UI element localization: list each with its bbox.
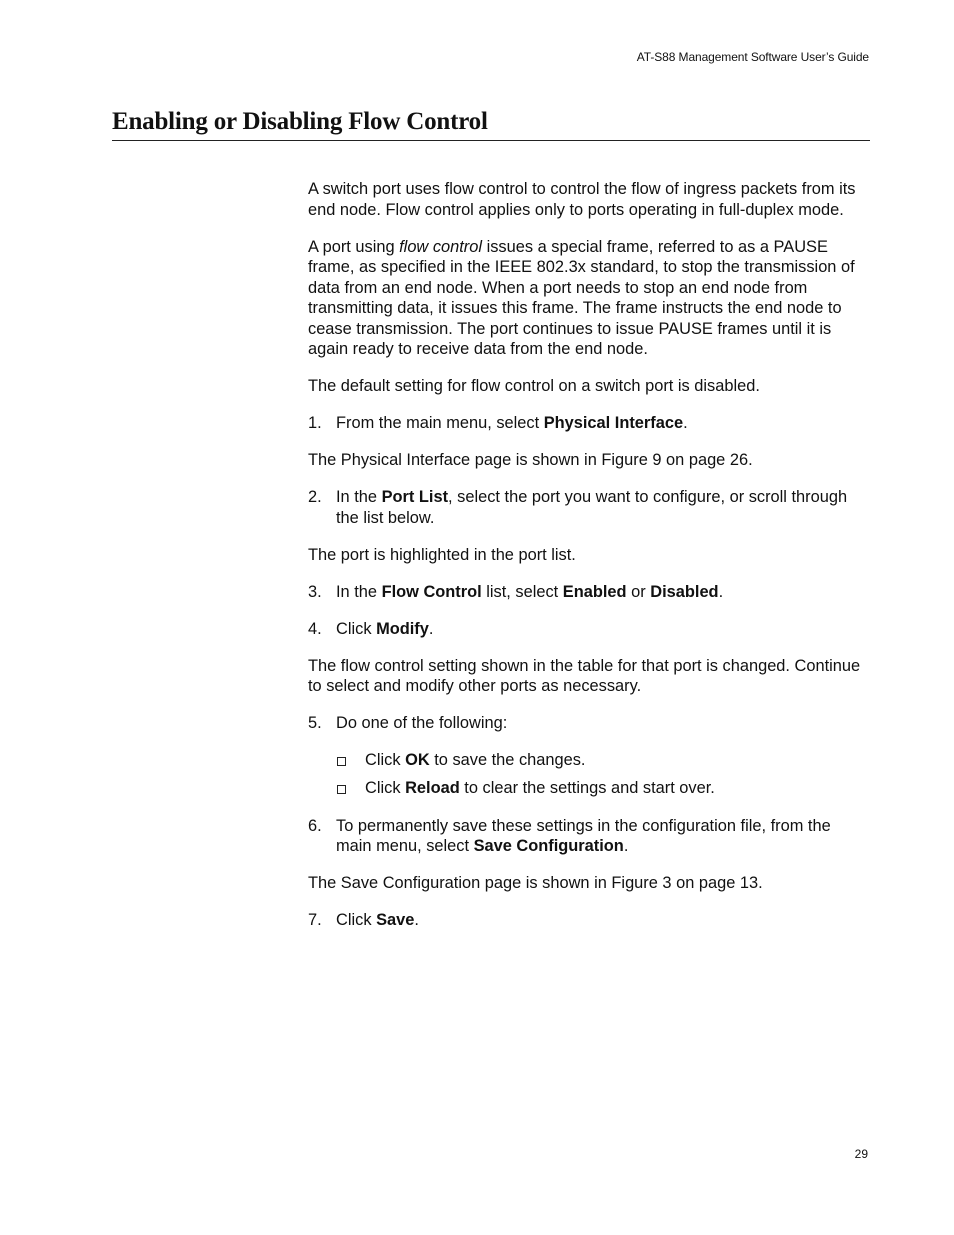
step-2-note: The port is highlighted in the port list. [308, 545, 576, 564]
text: to save the changes. [429, 751, 586, 769]
page-number: 29 [854, 1147, 868, 1161]
step-text [336, 582, 870, 603]
step-6 [308, 816, 870, 857]
step-text [336, 413, 870, 434]
text: . [718, 582, 724, 601]
intro-p2-term: flow control [399, 237, 483, 256]
text: , select the port you want to configure, or scroll through the list below. [336, 488, 848, 527]
checkbox-bullet-icon [337, 785, 346, 794]
step-5-options [336, 750, 870, 799]
text: In the [336, 488, 382, 506]
step-number: 4. [308, 619, 322, 638]
intro-paragraph-1: A switch port uses flow control to control the flow of ingress packets from its end node. Flow control applies only to ports operating in full-duplex mode. [308, 180, 856, 219]
intro-paragraph-3: The default setting for flow control on a switch port is disabled. [308, 377, 760, 395]
step-text: Do one of the following: [336, 714, 508, 732]
ui-term: Reload [405, 779, 460, 797]
ui-term: Save Configuration [473, 837, 624, 855]
ui-term: OK [405, 751, 430, 769]
ui-term: Physical Interface [543, 414, 684, 432]
body-text [308, 179, 870, 947]
step-4-note: The flow control setting shown in the table for that port is changed. Continue to select and modify other ports as necessary. [308, 656, 861, 695]
intro-p2-lead: A port using [308, 237, 400, 256]
step-number: 7. [308, 911, 322, 929]
text: or [626, 582, 651, 601]
text: From the main menu, select [336, 414, 544, 432]
text: . [428, 619, 434, 638]
ui-term: Save [376, 911, 415, 929]
step-5 [308, 713, 870, 734]
ui-term: Disabled [650, 582, 719, 601]
ui-term: Flow Control [381, 582, 482, 601]
option-text [365, 778, 715, 799]
list-item [336, 778, 870, 799]
step-2 [308, 487, 870, 528]
text: In the [336, 582, 382, 601]
section-title: Enabling or Disabling Flow Control [112, 108, 488, 135]
text: Click [336, 911, 377, 929]
text: list, select [481, 582, 563, 601]
ui-term: Modify [376, 619, 429, 638]
step-number: 3. [308, 582, 322, 601]
ui-term: Port List [381, 488, 449, 506]
step-6-note: The Save Configuration page is shown in Figure 3 on page 13. [308, 874, 763, 892]
step-text [336, 816, 870, 857]
step-1 [308, 413, 870, 434]
step-1-note: The Physical Interface page is shown in Figure 9 on page 26. [308, 451, 753, 469]
text: . [414, 911, 419, 929]
text: to clear the settings and start over. [459, 779, 715, 797]
option-text [365, 750, 586, 771]
text: Click [365, 751, 406, 769]
step-text [336, 487, 870, 528]
step-number: 1. [308, 414, 322, 432]
step-3 [308, 582, 870, 603]
step-text [336, 619, 870, 640]
text: Click [336, 619, 377, 638]
step-number: 6. [308, 816, 322, 835]
checkbox-bullet-icon [337, 757, 346, 766]
step-number: 2. [308, 488, 322, 506]
intro-paragraph-2 [308, 237, 870, 360]
step-7 [308, 910, 870, 931]
text: To permanently save these settings in the configuration file, from the main menu, select [336, 816, 831, 855]
ui-term: Enabled [562, 582, 627, 601]
list-item [336, 750, 870, 771]
running-header: AT-S88 Management Software User’s Guide [636, 50, 869, 64]
intro-p2-rest: issues a special frame, referred to as a PAUSE frame, as specified in the IEEE 802.3x standard, to stop the transmission of data from an end node. When a port needs to stop an end node from transmitting data, it issues this frame. The frame instructs the end node to cease transmission. The port continues to issue PAUSE frames until it is again ready to receive data from the end node. [308, 237, 855, 358]
text: . [683, 414, 688, 432]
title-rule [112, 140, 870, 141]
text: Click [365, 779, 406, 797]
step-text [336, 910, 870, 931]
text: . [623, 837, 629, 855]
step-4 [308, 619, 870, 640]
step-number: 5. [308, 714, 322, 732]
